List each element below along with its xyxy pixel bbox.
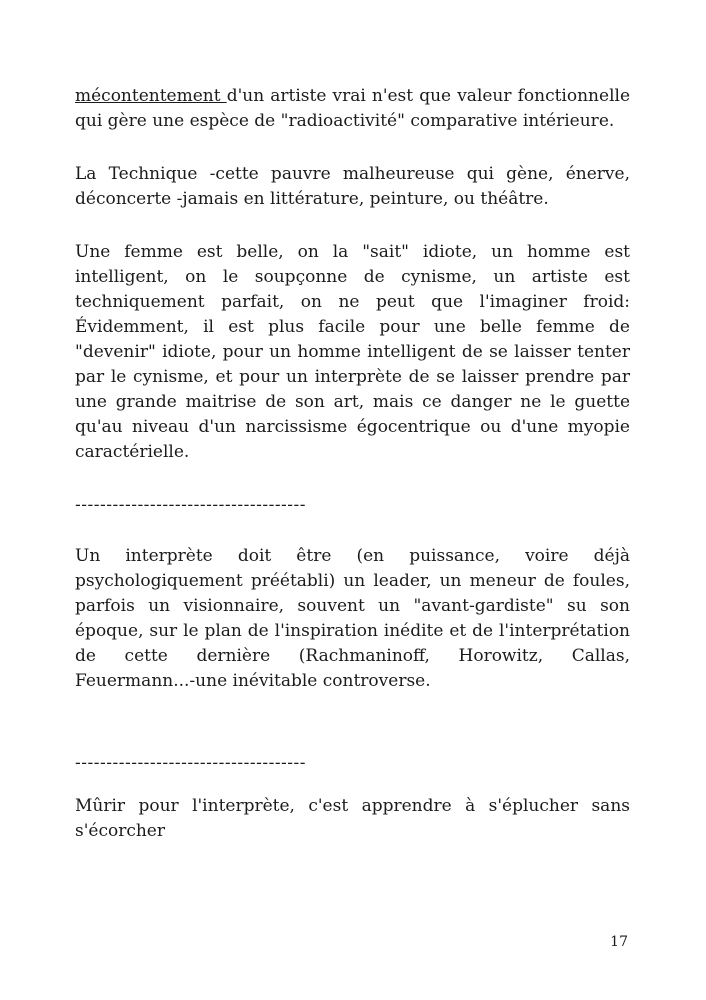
paragraph-la-technique: La Technique -cette pauvre malheureuse qui gène, énerve, déconcerte -jamais en littérature, peinture, ou théâtre.	[75, 164, 630, 209]
paragraph-mecontentement-rest: d'un artiste vrai n'est que valeur fonctionnelle qui gère une espèce de "radioactivité" comparative intérieure.	[75, 86, 630, 131]
paragraph-mecontentement	[75, 84, 630, 134]
paragraph-une-femme: Une femme est belle, on la "sait" idiote, un homme est intelligent, on le soupçonne de cynisme, un artiste est techniquement parfait, on ne peut que l'imaginer froid: Évidemment, il est plus facile pour une belle femme de "devenir" idiote, pour un homme intelligent de se laisser tenter par le cynisme, et pour un interprète de se laisser prendre par une grande maitrise de son art, mais ce danger ne le guette qu'au niveau d'un narcissisme égocentrique ou d'une myopie caractérielle.	[75, 242, 630, 462]
dashed-separator-2: -------------------------------------	[75, 753, 307, 773]
paragraph-murir: Mûrir pour l'interprète, c'est apprendre à s'éplucher sans s'écorcher	[75, 796, 630, 841]
paragraph-un-interprete: Un interprète doit être (en puissance, voire déjà psychologiquement préétabli) un leader, un meneur de foules, parfois un visionnaire, souvent un "avant-gardiste" su son époque, sur le plan de l'inspiration inédite et de l'interprétation de cette dernière (Rachmaninoff, Horowitz, Callas, Feuermann...-une inévitable controverse.	[75, 546, 630, 691]
underlined-lead-word: mécontentement	[75, 86, 227, 106]
dashed-separator-1: -------------------------------------	[75, 495, 307, 515]
page-number: 17	[610, 934, 628, 950]
